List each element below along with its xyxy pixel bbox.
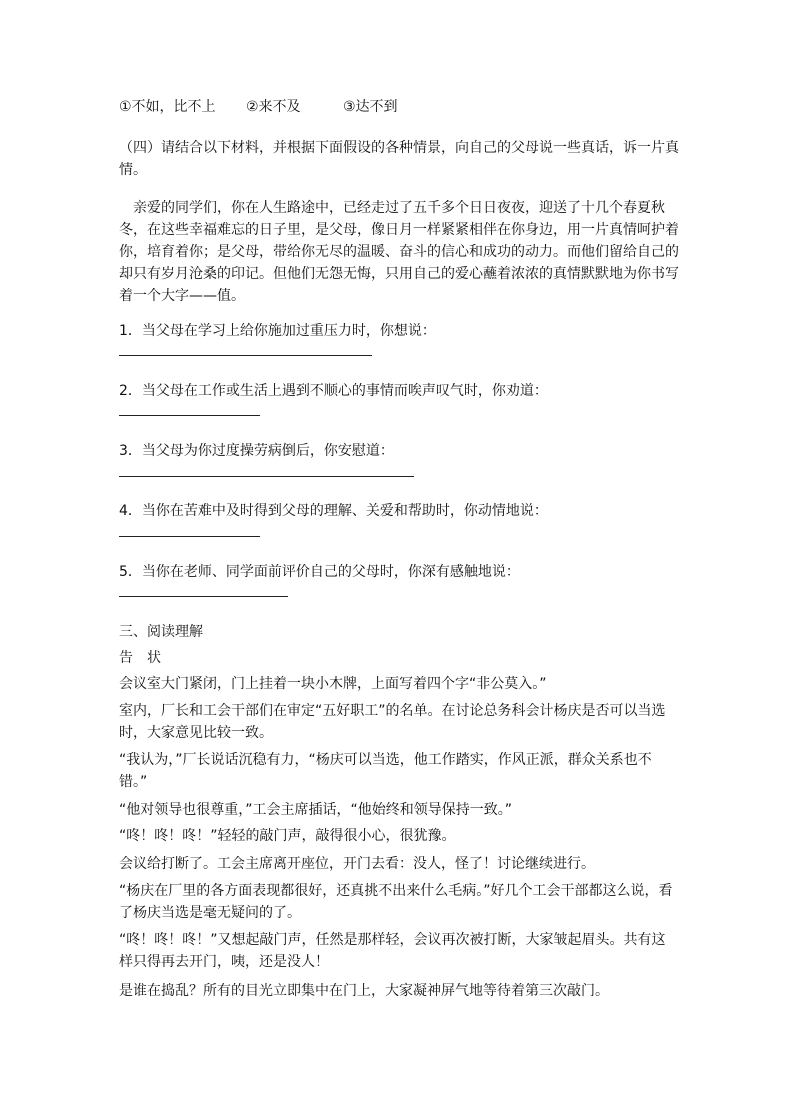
story-paragraph: “他对领导也很尊重，”工会主席插话，“他始终和领导保持一致。” [119,802,513,818]
answer-line-1[interactable] [119,355,372,356]
story-paragraph: “杨庆在厂里的各方面表现都很好，还真挑不出来什么毛病。”好几个工会干部都这么说，看了杨庆当选是毫无疑问的了。 [119,883,673,921]
question-4: 4．当你在苦难中及时得到父母的理解、关爱和帮助时，你动情地说： [119,503,548,519]
question-5: 5．当你在老师、同学面前评价自己的父母时，你深有感触地说： [119,564,520,580]
question-2: 2．当父母在工作或生活上遇到不顺心的事情而唉声叹气时，你劝道： [119,383,548,399]
section4-material: 亲爱的同学们，你在人生路途中，已经走过了五千多个日日夜夜，迎送了十几个春夏秋冬，在这些幸福难忘的日子里，是父母，像日月一样紧紧相伴在你身边，用一片真情呵护着你，培育着你；是父母，带给你无尽的温暖、奋斗的信心和成功的动力。而他们留给自己的却只有岁月沧桑的印记。但他们无怨无悔，只用自己的爱心蘸着浓浓的真情默默地为你书写着一个大字——值。 [119,200,679,304]
story-paragraph: “我认为，”厂长说话沉稳有力，“杨庆可以当选，他工作踏实，作风正派，群众关系也不错。” [119,752,652,790]
section3-heading: 三、阅读理解 [119,624,203,640]
answer-line-3[interactable] [119,476,414,477]
question-3: 3．当父母为你过度操劳病倒后，你安慰道： [119,443,394,459]
answer-line-5[interactable] [119,596,288,597]
story-paragraph: 会议给打断了。工会主席离开座位，开门去看：没人，怪了！讨论继续进行。 [119,856,595,872]
story-title: 告 状 [119,650,161,666]
answer-line-2[interactable] [119,415,260,416]
question-1: 1．当父母在学习上给你施加过重压力时，你想说： [119,323,436,339]
option-1: ①不如，比不上 [119,99,216,115]
story-paragraph: “咚！咚！咚！”轻轻的敲门声，敲得很小心，很犹豫。 [119,828,456,844]
options-line [119,96,679,118]
section4-prompt: （四）请结合以下材料，并根据下面假设的各种情景，向自己的父母说一些真话，诉一片真情。 [119,140,679,178]
story-paragraph: 是谁在捣乱？所有的目光立即集中在门上，大家凝神屏气地等待着第三次敲门。 [119,983,609,999]
story-paragraph: “咚！咚！咚！”又想起敲门声，任然是那样轻，会议再次被打断，大家皱起眉头。共有这样只得再去开门，咦，还是没人！ [119,932,666,970]
option-3: ③达不到 [343,99,398,115]
story-paragraph: 室内，厂长和工会干部们在审定“五好职工”的名单。在讨论总务科会计杨庆是否可以当选时，大家意见比较一致。 [119,703,666,741]
option-2: ②来不及 [246,99,301,115]
answer-line-4[interactable] [119,536,260,537]
story-paragraph: 会议室大门紧闭，门上挂着一块小木牌，上面写着四个字“非公莫入。” [119,676,547,692]
